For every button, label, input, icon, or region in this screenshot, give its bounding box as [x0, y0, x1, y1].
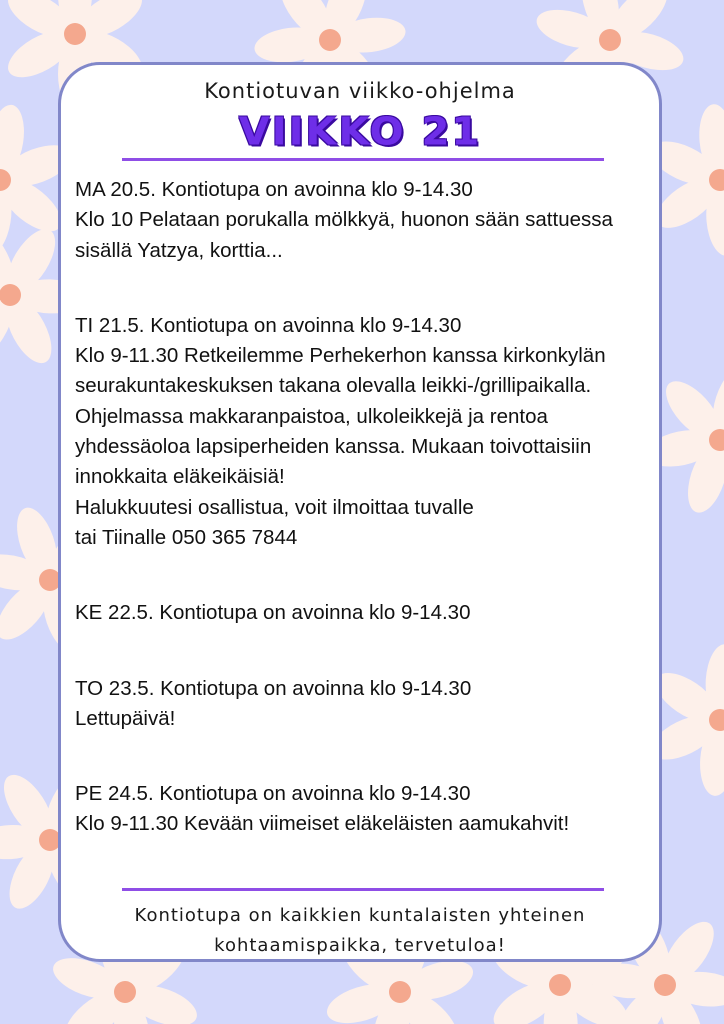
day-detail-line: Klo 10 Pelataan porukalla mölkkyä, huonon sään sattuessa: [75, 208, 613, 232]
footer-line-2: kohtaamispaikka, tervetuloa!: [214, 935, 506, 956]
day-heading: PE 24.5. Kontiotupa on avoinna klo 9-14.30: [75, 782, 471, 806]
day-detail-line: sisällä Yatzya, korttia...: [75, 238, 283, 262]
day-detail-line: tai Tiinalle 050 365 7844: [75, 525, 298, 549]
day-detail-line: Lettupäivä!: [75, 706, 176, 730]
day-detail-line: yhdessäoloa lapsiperheiden kanssa. Mukaan toivottaisiin: [75, 435, 592, 459]
day-detail-line: seurakuntakeskuksen takana olevalla leikki-/grillipaikalla.: [75, 374, 592, 398]
day-detail-line: Klo 9-11.30 Retkeilemme Perhekerhon kanssa kirkonkylän: [75, 344, 606, 368]
day-detail-line: Klo 9-11.30 Kevään viimeiset eläkeläisten aamukahvit!: [75, 812, 570, 836]
day-spacer: [75, 629, 655, 674]
day-block-pe: [75, 779, 655, 840]
day-detail-line: Halukkuutesi osallistua, voit ilmoittaa tuvalle: [75, 495, 474, 519]
day-detail-line: Ohjelmassa makkaranpaistoa, ulkoleikkejä ja rentoa: [75, 404, 548, 428]
top-divider: [122, 158, 604, 161]
day-heading: TO 23.5. Kontiotupa on avoinna klo 9-14.30: [75, 676, 472, 700]
day-block-ke: [75, 598, 655, 628]
day-detail-line: innokkaita eläkeikäisiä!: [75, 465, 285, 489]
day-heading: TI 21.5. Kontiotupa on avoinna klo 9-14.30: [75, 313, 462, 337]
footer-line-1: Kontiotupa on kaikkien kuntalaisten yhteinen: [134, 905, 586, 926]
day-block-to: [75, 674, 655, 735]
program-subtitle: Kontiotuvan viikko-ohjelma: [204, 79, 516, 103]
day-block-ma: [75, 175, 655, 266]
day-heading: KE 22.5. Kontiotupa on avoinna klo 9-14.30: [75, 601, 471, 625]
day-spacer: [75, 734, 655, 779]
program-card: [58, 62, 662, 962]
day-spacer: [75, 266, 655, 311]
day-spacer: [75, 553, 655, 598]
footer-text: [61, 901, 659, 961]
bottom-divider: [122, 888, 604, 891]
schedule-list: [75, 175, 655, 840]
week-title: VIIKKO 21: [238, 110, 482, 154]
day-heading: MA 20.5. Kontiotupa on avoinna klo 9-14.30: [75, 178, 473, 201]
day-block-ti: [75, 311, 655, 553]
